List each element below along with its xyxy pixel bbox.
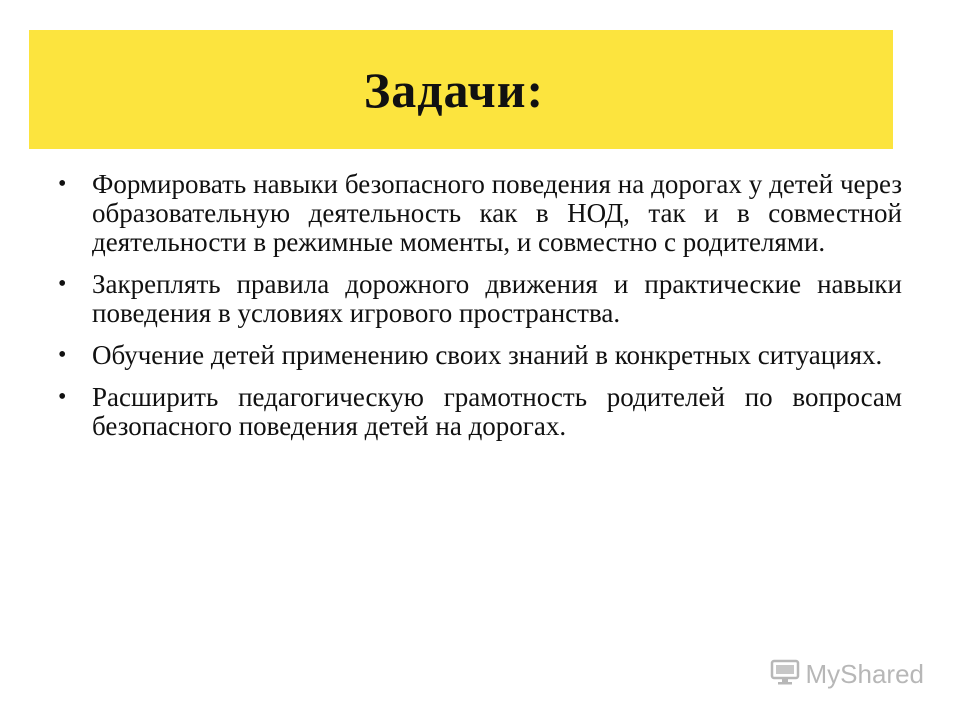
monitor-icon — [770, 659, 800, 690]
task-item — [56, 341, 902, 370]
task-item — [56, 270, 902, 328]
task-text: Закреплять правила дорожного движения и практические навыки поведения в условиях игрового пространства. — [92, 269, 902, 328]
bullet-icon: • — [58, 271, 67, 297]
task-item — [56, 383, 902, 441]
task-text: Обучение детей применению своих знаний в конкретных ситуациях. — [92, 340, 883, 370]
bullet-icon: • — [58, 342, 67, 368]
task-text: Формировать навыки безопасного поведения на дорогах у детей через образовательную деятельность как в НОД, так и в совместной деятельности в режимные моменты, и совместно с родителями. — [92, 169, 902, 257]
bullet-icon: • — [58, 171, 67, 197]
task-item — [56, 170, 902, 257]
task-list — [56, 170, 902, 454]
bullet-icon: • — [58, 384, 67, 410]
watermark — [770, 659, 925, 690]
task-text: Расширить педагогическую грамотность родителей по вопросам безопасного поведения детей на дорогах. — [92, 382, 902, 441]
watermark-text: MyShared — [805, 659, 924, 689]
title-banner — [29, 30, 893, 149]
slide-title: Задачи: — [363, 61, 545, 118]
